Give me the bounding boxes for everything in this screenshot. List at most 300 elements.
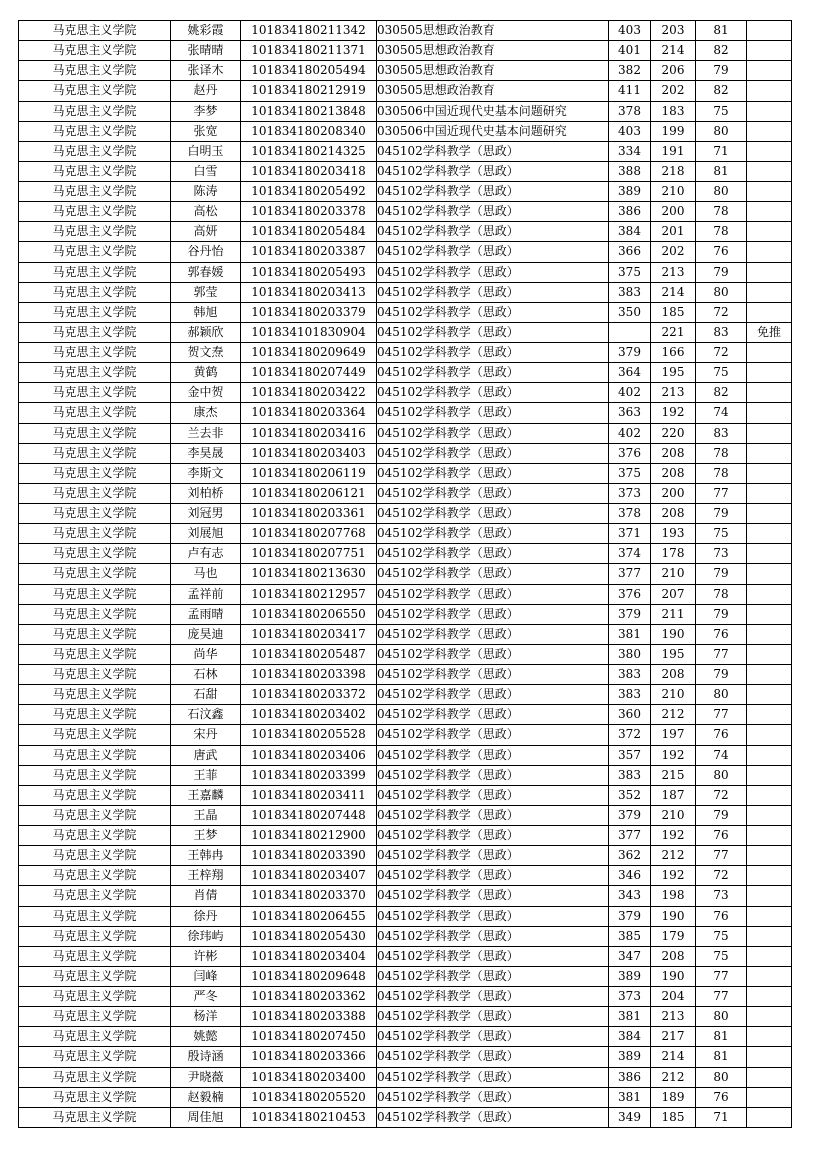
major-cell: 045102学科教学（思政） xyxy=(377,302,609,322)
major-cell: 045102学科教学（思政） xyxy=(377,644,609,664)
table-row xyxy=(19,987,792,1007)
major-cell: 045102学科教学（思政） xyxy=(377,343,609,363)
final-score-cell: 72 xyxy=(696,302,747,322)
exam-id-cell: 101834180207751 xyxy=(241,544,377,564)
final-score-cell: 80 xyxy=(696,1067,747,1087)
name-cell: 尚华 xyxy=(171,644,241,664)
total-score-cell: 371 xyxy=(609,524,651,544)
note-cell xyxy=(747,584,792,604)
table-row xyxy=(19,524,792,544)
name-cell: 赵丹 xyxy=(171,81,241,101)
table-row xyxy=(19,544,792,564)
name-cell: 王晶 xyxy=(171,805,241,825)
school-cell: 马克思主义学院 xyxy=(19,383,171,403)
major-cell: 045102学科教学（思政） xyxy=(377,483,609,503)
school-cell: 马克思主义学院 xyxy=(19,202,171,222)
note-cell xyxy=(747,524,792,544)
exam-id-cell: 101834180203387 xyxy=(241,242,377,262)
table-row xyxy=(19,383,792,403)
school-cell: 马克思主义学院 xyxy=(19,745,171,765)
major-cell: 045102学科教学（思政） xyxy=(377,1007,609,1027)
name-cell: 赵毅楠 xyxy=(171,1087,241,1107)
note-cell xyxy=(747,785,792,805)
exam-id-cell: 101834180203417 xyxy=(241,624,377,644)
total-score-cell: 401 xyxy=(609,41,651,61)
exam-id-cell: 101834180211371 xyxy=(241,41,377,61)
total-score-cell: 383 xyxy=(609,665,651,685)
school-cell: 马克思主义学院 xyxy=(19,826,171,846)
final-score-cell: 81 xyxy=(696,1027,747,1047)
subject-sum-cell: 190 xyxy=(651,906,696,926)
note-cell xyxy=(747,81,792,101)
name-cell: 尹晓薇 xyxy=(171,1067,241,1087)
total-score-cell: 362 xyxy=(609,846,651,866)
exam-id-cell: 101834180207450 xyxy=(241,1027,377,1047)
subject-sum-cell: 210 xyxy=(651,564,696,584)
table-row xyxy=(19,81,792,101)
subject-sum-cell: 208 xyxy=(651,443,696,463)
note-cell xyxy=(747,725,792,745)
exam-id-cell: 101834180205430 xyxy=(241,926,377,946)
subject-sum-cell: 207 xyxy=(651,584,696,604)
table-row xyxy=(19,463,792,483)
note-cell xyxy=(747,765,792,785)
major-cell: 045102学科教学（思政） xyxy=(377,182,609,202)
school-cell: 马克思主义学院 xyxy=(19,483,171,503)
subject-sum-cell: 189 xyxy=(651,1087,696,1107)
total-score-cell: 378 xyxy=(609,101,651,121)
school-cell: 马克思主义学院 xyxy=(19,1007,171,1027)
table-row xyxy=(19,242,792,262)
note-cell xyxy=(747,926,792,946)
exam-id-cell: 101834180206550 xyxy=(241,604,377,624)
subject-sum-cell: 214 xyxy=(651,282,696,302)
major-cell: 045102学科教学（思政） xyxy=(377,624,609,644)
major-cell: 045102学科教学（思政） xyxy=(377,161,609,181)
major-cell: 045102学科教学（思政） xyxy=(377,1067,609,1087)
school-cell: 马克思主义学院 xyxy=(19,725,171,745)
name-cell: 张译木 xyxy=(171,61,241,81)
subject-sum-cell: 198 xyxy=(651,886,696,906)
name-cell: 闫峰 xyxy=(171,966,241,986)
final-score-cell: 75 xyxy=(696,926,747,946)
table-row xyxy=(19,41,792,61)
school-cell: 马克思主义学院 xyxy=(19,61,171,81)
school-cell: 马克思主义学院 xyxy=(19,182,171,202)
note-cell xyxy=(747,222,792,242)
subject-sum-cell: 217 xyxy=(651,1027,696,1047)
note-cell xyxy=(747,604,792,624)
school-cell: 马克思主义学院 xyxy=(19,161,171,181)
subject-sum-cell: 185 xyxy=(651,302,696,322)
school-cell: 马克思主义学院 xyxy=(19,121,171,141)
total-score-cell: 377 xyxy=(609,826,651,846)
school-cell: 马克思主义学院 xyxy=(19,343,171,363)
subject-sum-cell: 195 xyxy=(651,363,696,383)
score-table xyxy=(18,20,792,1128)
major-cell: 045102学科教学（思政） xyxy=(377,1107,609,1127)
name-cell: 王嘉麟 xyxy=(171,785,241,805)
final-score-cell: 82 xyxy=(696,81,747,101)
name-cell: 康杰 xyxy=(171,403,241,423)
total-score-cell: 377 xyxy=(609,564,651,584)
total-score-cell: 383 xyxy=(609,282,651,302)
note-cell xyxy=(747,1087,792,1107)
name-cell: 肖倩 xyxy=(171,886,241,906)
school-cell: 马克思主义学院 xyxy=(19,846,171,866)
subject-sum-cell: 221 xyxy=(651,322,696,342)
final-score-cell: 79 xyxy=(696,61,747,81)
table-row xyxy=(19,926,792,946)
subject-sum-cell: 213 xyxy=(651,262,696,282)
exam-id-cell: 101834180203364 xyxy=(241,403,377,423)
major-cell: 045102学科教学（思政） xyxy=(377,463,609,483)
major-cell: 045102学科教学（思政） xyxy=(377,242,609,262)
major-cell: 045102学科教学（思政） xyxy=(377,745,609,765)
table-row xyxy=(19,805,792,825)
exam-id-cell: 101834180212957 xyxy=(241,584,377,604)
final-score-cell: 79 xyxy=(696,262,747,282)
table-row xyxy=(19,644,792,664)
table-row xyxy=(19,725,792,745)
exam-id-cell: 101834180206119 xyxy=(241,463,377,483)
major-cell: 045102学科教学（思政） xyxy=(377,725,609,745)
name-cell: 殷诗涵 xyxy=(171,1047,241,1067)
major-cell: 045102学科教学（思政） xyxy=(377,282,609,302)
table-row xyxy=(19,785,792,805)
exam-id-cell: 101834180212919 xyxy=(241,81,377,101)
subject-sum-cell: 208 xyxy=(651,665,696,685)
subject-sum-cell: 190 xyxy=(651,624,696,644)
name-cell: 王韩冉 xyxy=(171,846,241,866)
major-cell: 030506中国近现代史基本问题研究 xyxy=(377,101,609,121)
final-score-cell: 74 xyxy=(696,403,747,423)
name-cell: 石林 xyxy=(171,665,241,685)
final-score-cell: 78 xyxy=(696,463,747,483)
major-cell: 045102学科教学（思政） xyxy=(377,443,609,463)
major-cell: 045102学科教学（思政） xyxy=(377,685,609,705)
total-score-cell: 403 xyxy=(609,121,651,141)
note-cell xyxy=(747,161,792,181)
school-cell: 马克思主义学院 xyxy=(19,785,171,805)
major-cell: 045102学科教学（思政） xyxy=(377,1087,609,1107)
major-cell: 045102学科教学（思政） xyxy=(377,1047,609,1067)
note-cell xyxy=(747,644,792,664)
major-cell: 045102学科教学（思政） xyxy=(377,141,609,161)
exam-id-cell: 101834180203407 xyxy=(241,866,377,886)
total-score-cell: 381 xyxy=(609,1007,651,1027)
school-cell: 马克思主义学院 xyxy=(19,1087,171,1107)
final-score-cell: 82 xyxy=(696,383,747,403)
subject-sum-cell: 200 xyxy=(651,202,696,222)
name-cell: 韩旭 xyxy=(171,302,241,322)
table-row xyxy=(19,483,792,503)
final-score-cell: 71 xyxy=(696,1107,747,1127)
final-score-cell: 76 xyxy=(696,624,747,644)
table-row xyxy=(19,61,792,81)
note-cell xyxy=(747,1107,792,1127)
major-cell: 045102学科教学（思政） xyxy=(377,604,609,624)
note-cell xyxy=(747,101,792,121)
note-cell xyxy=(747,423,792,443)
table-row xyxy=(19,161,792,181)
note-cell xyxy=(747,504,792,524)
school-cell: 马克思主义学院 xyxy=(19,926,171,946)
major-cell: 045102学科教学（思政） xyxy=(377,987,609,1007)
subject-sum-cell: 179 xyxy=(651,926,696,946)
table-row xyxy=(19,1087,792,1107)
table-row xyxy=(19,21,792,41)
subject-sum-cell: 187 xyxy=(651,785,696,805)
note-cell xyxy=(747,866,792,886)
note-cell xyxy=(747,21,792,41)
major-cell: 045102学科教学（思政） xyxy=(377,504,609,524)
final-score-cell: 76 xyxy=(696,725,747,745)
subject-sum-cell: 208 xyxy=(651,504,696,524)
total-score-cell: 375 xyxy=(609,262,651,282)
final-score-cell: 77 xyxy=(696,705,747,725)
table-row xyxy=(19,282,792,302)
exam-id-cell: 101834180213630 xyxy=(241,564,377,584)
table-row xyxy=(19,906,792,926)
total-score-cell xyxy=(609,322,651,342)
exam-id-cell: 101834180203388 xyxy=(241,1007,377,1027)
school-cell: 马克思主义学院 xyxy=(19,584,171,604)
final-score-cell: 79 xyxy=(696,604,747,624)
school-cell: 马克思主义学院 xyxy=(19,524,171,544)
final-score-cell: 79 xyxy=(696,805,747,825)
school-cell: 马克思主义学院 xyxy=(19,403,171,423)
table-row xyxy=(19,685,792,705)
table-row xyxy=(19,765,792,785)
exam-id-cell: 101834180208340 xyxy=(241,121,377,141)
note-cell xyxy=(747,443,792,463)
total-score-cell: 389 xyxy=(609,182,651,202)
final-score-cell: 75 xyxy=(696,363,747,383)
exam-id-cell: 101834180203390 xyxy=(241,846,377,866)
table-row xyxy=(19,262,792,282)
subject-sum-cell: 215 xyxy=(651,765,696,785)
note-cell xyxy=(747,262,792,282)
subject-sum-cell: 190 xyxy=(651,966,696,986)
name-cell: 石汶鑫 xyxy=(171,705,241,725)
note-cell xyxy=(747,463,792,483)
exam-id-cell: 101834180205487 xyxy=(241,644,377,664)
name-cell: 郭春媛 xyxy=(171,262,241,282)
exam-id-cell: 101834180203403 xyxy=(241,443,377,463)
school-cell: 马克思主义学院 xyxy=(19,1107,171,1127)
note-cell xyxy=(747,202,792,222)
major-cell: 030505思想政治教育 xyxy=(377,21,609,41)
note-cell xyxy=(747,363,792,383)
final-score-cell: 82 xyxy=(696,41,747,61)
major-cell: 045102学科教学（思政） xyxy=(377,524,609,544)
total-score-cell: 379 xyxy=(609,906,651,926)
subject-sum-cell: 213 xyxy=(651,1007,696,1027)
total-score-cell: 379 xyxy=(609,604,651,624)
subject-sum-cell: 213 xyxy=(651,383,696,403)
final-score-cell: 78 xyxy=(696,222,747,242)
major-cell: 030505思想政治教育 xyxy=(377,41,609,61)
subject-sum-cell: 192 xyxy=(651,866,696,886)
major-cell: 045102学科教学（思政） xyxy=(377,262,609,282)
major-cell: 030505思想政治教育 xyxy=(377,61,609,81)
note-cell xyxy=(747,564,792,584)
table-row xyxy=(19,222,792,242)
final-score-cell: 79 xyxy=(696,504,747,524)
exam-id-cell: 101834180203418 xyxy=(241,161,377,181)
table-row xyxy=(19,866,792,886)
school-cell: 马克思主义学院 xyxy=(19,21,171,41)
final-score-cell: 79 xyxy=(696,665,747,685)
name-cell: 白雪 xyxy=(171,161,241,181)
name-cell: 卢有志 xyxy=(171,544,241,564)
final-score-cell: 73 xyxy=(696,886,747,906)
exam-id-cell: 101834180203402 xyxy=(241,705,377,725)
final-score-cell: 74 xyxy=(696,745,747,765)
exam-id-cell: 101834180205528 xyxy=(241,725,377,745)
final-score-cell: 72 xyxy=(696,343,747,363)
school-cell: 马克思主义学院 xyxy=(19,504,171,524)
total-score-cell: 382 xyxy=(609,61,651,81)
final-score-cell: 80 xyxy=(696,282,747,302)
subject-sum-cell: 202 xyxy=(651,242,696,262)
subject-sum-cell: 192 xyxy=(651,745,696,765)
name-cell: 王菲 xyxy=(171,765,241,785)
name-cell: 许彬 xyxy=(171,946,241,966)
total-score-cell: 375 xyxy=(609,463,651,483)
table-row xyxy=(19,504,792,524)
major-cell: 045102学科教学（思政） xyxy=(377,866,609,886)
subject-sum-cell: 218 xyxy=(651,161,696,181)
total-score-cell: 402 xyxy=(609,383,651,403)
exam-id-cell: 101834180205492 xyxy=(241,182,377,202)
total-score-cell: 357 xyxy=(609,745,651,765)
name-cell: 张晴晴 xyxy=(171,41,241,61)
final-score-cell: 76 xyxy=(696,826,747,846)
table-row xyxy=(19,182,792,202)
school-cell: 马克思主义学院 xyxy=(19,805,171,825)
table-row xyxy=(19,443,792,463)
subject-sum-cell: 211 xyxy=(651,604,696,624)
school-cell: 马克思主义学院 xyxy=(19,906,171,926)
note-cell xyxy=(747,685,792,705)
note-cell xyxy=(747,886,792,906)
final-score-cell: 80 xyxy=(696,685,747,705)
total-score-cell: 379 xyxy=(609,343,651,363)
school-cell: 马克思主义学院 xyxy=(19,544,171,564)
subject-sum-cell: 166 xyxy=(651,343,696,363)
table-row xyxy=(19,403,792,423)
subject-sum-cell: 204 xyxy=(651,987,696,1007)
exam-id-cell: 101834180212900 xyxy=(241,826,377,846)
school-cell: 马克思主义学院 xyxy=(19,262,171,282)
final-score-cell: 77 xyxy=(696,966,747,986)
name-cell: 白明玉 xyxy=(171,141,241,161)
school-cell: 马克思主义学院 xyxy=(19,604,171,624)
name-cell: 李昊晟 xyxy=(171,443,241,463)
school-cell: 马克思主义学院 xyxy=(19,463,171,483)
total-score-cell: 385 xyxy=(609,926,651,946)
major-cell: 045102学科教学（思政） xyxy=(377,906,609,926)
final-score-cell: 77 xyxy=(696,483,747,503)
final-score-cell: 77 xyxy=(696,644,747,664)
major-cell: 045102学科教学（思政） xyxy=(377,846,609,866)
exam-id-cell: 101834180206121 xyxy=(241,483,377,503)
table-row xyxy=(19,1027,792,1047)
major-cell: 045102学科教学（思政） xyxy=(377,966,609,986)
name-cell: 姚彩霞 xyxy=(171,21,241,41)
total-score-cell: 349 xyxy=(609,1107,651,1127)
note-cell xyxy=(747,1047,792,1067)
note-cell xyxy=(747,906,792,926)
name-cell: 陈涛 xyxy=(171,182,241,202)
subject-sum-cell: 202 xyxy=(651,81,696,101)
table-row xyxy=(19,1107,792,1127)
exam-id-cell: 101834180210453 xyxy=(241,1107,377,1127)
school-cell: 马克思主义学院 xyxy=(19,363,171,383)
table-row xyxy=(19,1067,792,1087)
school-cell: 马克思主义学院 xyxy=(19,866,171,886)
school-cell: 马克思主义学院 xyxy=(19,685,171,705)
exam-id-cell: 101834180205493 xyxy=(241,262,377,282)
name-cell: 贺文焘 xyxy=(171,343,241,363)
subject-sum-cell: 192 xyxy=(651,403,696,423)
major-cell: 045102学科教学（思政） xyxy=(377,926,609,946)
school-cell: 马克思主义学院 xyxy=(19,765,171,785)
table-row xyxy=(19,121,792,141)
name-cell: 谷丹怡 xyxy=(171,242,241,262)
total-score-cell: 379 xyxy=(609,805,651,825)
name-cell: 郝颖欣 xyxy=(171,322,241,342)
note-cell xyxy=(747,242,792,262)
school-cell: 马克思主义学院 xyxy=(19,322,171,342)
school-cell: 马克思主义学院 xyxy=(19,81,171,101)
name-cell: 庞昊迪 xyxy=(171,624,241,644)
subject-sum-cell: 183 xyxy=(651,101,696,121)
final-score-cell: 78 xyxy=(696,202,747,222)
name-cell: 王梓翔 xyxy=(171,866,241,886)
name-cell: 刘展旭 xyxy=(171,524,241,544)
table-row xyxy=(19,302,792,322)
subject-sum-cell: 214 xyxy=(651,1047,696,1067)
final-score-cell: 77 xyxy=(696,846,747,866)
subject-sum-cell: 210 xyxy=(651,182,696,202)
final-score-cell: 72 xyxy=(696,866,747,886)
total-score-cell: 366 xyxy=(609,242,651,262)
final-score-cell: 80 xyxy=(696,1007,747,1027)
final-score-cell: 76 xyxy=(696,906,747,926)
school-cell: 马克思主义学院 xyxy=(19,101,171,121)
table-row xyxy=(19,705,792,725)
subject-sum-cell: 200 xyxy=(651,483,696,503)
name-cell: 周佳旭 xyxy=(171,1107,241,1127)
exam-id-cell: 101834180203422 xyxy=(241,383,377,403)
exam-id-cell: 101834180205484 xyxy=(241,222,377,242)
subject-sum-cell: 208 xyxy=(651,463,696,483)
table-row xyxy=(19,665,792,685)
name-cell: 张宽 xyxy=(171,121,241,141)
school-cell: 马克思主义学院 xyxy=(19,242,171,262)
school-cell: 马克思主义学院 xyxy=(19,41,171,61)
school-cell: 马克思主义学院 xyxy=(19,222,171,242)
exam-id-cell: 101834180203404 xyxy=(241,946,377,966)
name-cell: 高妍 xyxy=(171,222,241,242)
total-score-cell: 364 xyxy=(609,363,651,383)
name-cell: 石甜 xyxy=(171,685,241,705)
school-cell: 马克思主义学院 xyxy=(19,644,171,664)
total-score-cell: 384 xyxy=(609,1027,651,1047)
